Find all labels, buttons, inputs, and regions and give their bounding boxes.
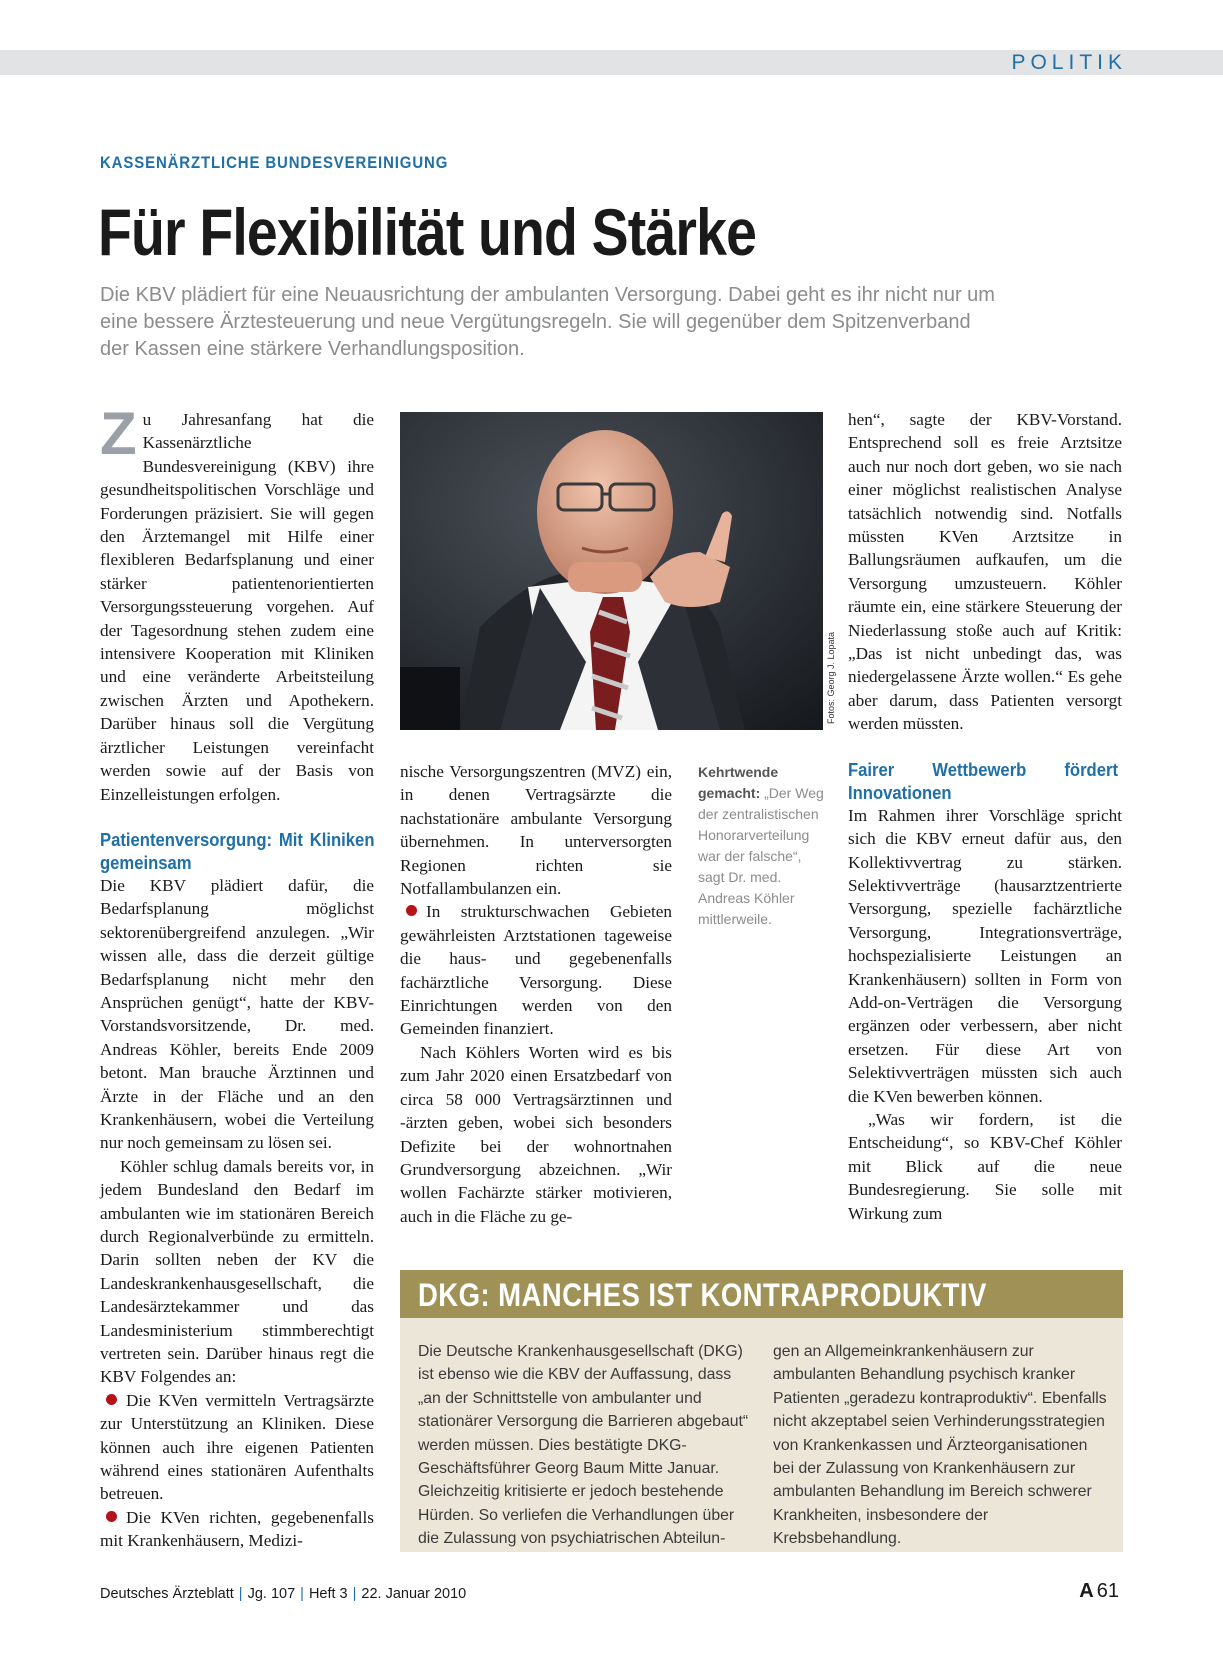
intro-text: u Jahresanfang hat die Kassenärztliche Bundesvereinigung (KBV) ihre gesundheitspolitischen Vorschläge und Forderungen präzisiert. Sie will gegen den Ärztemangel mit Hilfe einer flexibleren Bedarfsplanung und einer stärker patientenorientierten Versorgungssteuerung vorgehen. Auf der Tagesordnung stehen zudem eine intensivere Kooperation mit Kliniken und eine veränderte Arbeitsteilung zwischen Ärzten und Apothekern. Darüber hinaus soll die Vergütung ärztlicher Leistungen vereinfacht werden sowie auf der Basis von Einzelleistungen erfolgen. bbox=[100, 410, 374, 804]
paragraph: hen“, sagte der KBV-Vorstand. Entsprechend soll es freie Arztsitze auch nur noch dort geben, wo sie nach einer möglichst realistischen Analyse tatsächlich notwendig sind. Notfalls müssten KVen Arztsitze in Ballungsräumen aufkaufen, um die Versorgung umzusteuern. Köhler räumte ein, eine stärkere Steuerung der Niederlassung stoße auch auf Kritik: „Das ist nicht unbedingt das, was niedergelassene Ärzte wollen.“ Es gehe aber darum, dass Patienten versorgt werden müssten. bbox=[848, 410, 1122, 734]
page-value: 61 bbox=[1096, 1580, 1119, 1602]
bullet-item bbox=[400, 900, 672, 1040]
speaker-portrait-icon bbox=[400, 412, 823, 730]
dkg-info-box bbox=[400, 1270, 1123, 1552]
box-title: DKG: MANCHES IST KONTRAPRODUKTIV bbox=[418, 1277, 987, 1313]
subhead-wettbewerb: Fairer Wettbewerb fördert Innovationen bbox=[848, 758, 1118, 803]
caption-lead: Kehrtwende gemacht: bbox=[698, 764, 779, 801]
portrait-photo bbox=[400, 412, 823, 730]
journal-volume: Jg. 107 bbox=[247, 1586, 296, 1602]
journal-date: 22. Januar 2010 bbox=[361, 1586, 467, 1602]
dropcap: Z bbox=[100, 400, 137, 467]
article-lead: Die KBV plädiert für eine Neuausrichtung der ambulanten Versorgung. Dabei geht es ihr nicht nur um eine bessere Ärztesteuerung und neue Vergütungsregeln. Sie will gegenüber dem Spitzenverband der Kassen eine stärkere Verhandlungsposition. bbox=[100, 284, 995, 360]
separator: | bbox=[300, 1586, 304, 1602]
bullet-text: Die KVen richten, gegebenenfalls mit Krankenhäusern, Medizi- bbox=[100, 1507, 374, 1551]
box-header bbox=[400, 1270, 1123, 1318]
article-title: Für Flexibilität und Stärke bbox=[98, 195, 757, 269]
paragraph: Köhler schlug damals bereits vor, in jedem Bundesland den Bedarf im ambulanten wie im stationären Bereich durch Regionalverbünde zu ermitteln. Darin sollten neben der KV die Landeskrankenhausgesellschaft, die Landesärztekammer und das Landesministerium stimmberechtigt vertreten sein. Darüber hinaus regt die KBV Folgendes an: bbox=[100, 1156, 374, 1387]
column-3 bbox=[848, 408, 1122, 1225]
footer-citation bbox=[100, 1586, 466, 1602]
photo-credit: Fotos: Georg J. Lopata bbox=[826, 631, 836, 724]
journal-issue: Heft 3 bbox=[308, 1586, 348, 1602]
box-text-right: gen an Allgemeinkrankenhäusern zur ambulanten Behandlung psychisch kranker Patienten „geradezu kontraproduktiv“. Ebenfalls nicht akzeptabel seien Verhinderungsstrategien von Krankenkassen und Ärzteorganisationen bei der Zulassung von Krankenhäusern zur ambulanten Behandlung im Bereich schwerer Krankheiten, insbesondere der Krebsbehandlung. bbox=[773, 1343, 1107, 1548]
caption-text: „Der Weg der zentralistischen Honorarverteilung war der falsche“, sagt Dr. med. Andreas Köhler mittlerweile. bbox=[698, 785, 824, 927]
paragraph-intro bbox=[100, 400, 374, 806]
section-label: POLITIK bbox=[1011, 51, 1127, 74]
page-number bbox=[1079, 1580, 1119, 1603]
bullet-dot-icon bbox=[406, 905, 417, 916]
bullet-item bbox=[100, 1389, 374, 1506]
paragraph: Nach Köhlers Worten wird es bis zum Jahr 2020 einen Ersatzbedarf von circa 58 000 Vertragsärztinnen und -ärzten geben, wobei sich besonders Defizite bei der wohnortnahen Grundversorgung abzeichnen. „Wir wollen Fachärzte stärker motivieren, auch in die Fläche zu ge- bbox=[400, 1042, 672, 1226]
separator: | bbox=[238, 1586, 243, 1602]
page-prefix: A bbox=[1079, 1580, 1094, 1602]
bullet-text: Die KVen vermitteln Vertragsärzte zur Unterstützung an Kliniken. Diese können auch ihre eigenen Patienten während eines stationären Aufenthalts betreuen. bbox=[100, 1390, 374, 1504]
paragraph: Die KBV plädiert dafür, die Bedarfsplanung möglichst sektorenübergreifend anzulegen. „Wir wissen alle, dass die derzeit gültige Bedarfsplanung nicht mehr den Ansprüchen genügt“, hatte der KBV-Vorstandsvorsitzende, Dr. med. Andreas Köhler, bereits Ende 2009 betont. Man brauche Ärztinnen und Ärzte in der Fläche und an den Krankenhäusern, wobei die Verteilung nur noch gemeinsam zu lösen sei. bbox=[100, 875, 374, 1153]
bullet-dot-icon bbox=[106, 1394, 117, 1405]
paragraph: „Was wir fordern, ist die Entscheidung“, so KBV-Chef Köhler mit Blick auf die neue Bundesregierung. Sie solle mit Wirkung zum bbox=[848, 1109, 1122, 1223]
column-1 bbox=[100, 400, 375, 1553]
separator: | bbox=[352, 1586, 357, 1602]
article-kicker: KASSENÄRZTLICHE BUNDESVEREINIGUNG bbox=[100, 153, 449, 172]
bullet-continuation: nische Versorgungszentren (MVZ) ein, in denen Vertragsärzte die nachstationäre ambulante Versorgung übernehmen. In unterversorgten Regionen richten sie Notfallambulanzen ein. bbox=[400, 762, 672, 899]
bullet-dot-icon bbox=[106, 1511, 117, 1522]
column-2 bbox=[400, 760, 672, 1228]
paragraph: Im Rahmen ihrer Vorschläge spricht sich die KBV erneut dafür aus, den Kollektivvertrag zu stärken. Selektivverträge (hausarztzentrierte Versorgung, spezielle fachärztliche Versorgung, Integrationsverträge, hochspezialisierte Leistungen an Krankenhäusern) sollten in Form von Add-on-Verträgen die Versorgung ergänzen oder verbessern, aber nicht ersetzen. Für diese Art von Selektivverträgen müssten sich auch die KVen bewerben können. bbox=[848, 805, 1122, 1106]
photo-caption bbox=[698, 762, 826, 930]
bullet-item bbox=[100, 1506, 374, 1553]
journal-name: Deutsches Ärzteblatt bbox=[100, 1586, 234, 1602]
subhead-patientenversorgung: Patientenversorgung: Mit Kliniken gemeinsam bbox=[100, 828, 375, 873]
box-text-left: Die Deutsche Krankenhausgesellschaft (DKG) ist ebenso wie die KBV der Auffassung, dass „an der Schnittstelle von ambulanter und stationärer Versorgung die Barrieren abgebaut“ werden müssen. Dies bestätigte DKG-Geschäftsführer Georg Baum Mitte Januar. Gleichzeitig kritisierte er jedoch bestehende Hürden. So verliefen die Verhandlungen über die Zulassung von psychiatrischen Abteilun- bbox=[418, 1343, 749, 1548]
bullet-text: In strukturschwachen Gebieten gewährleisten Arztstationen tageweise die haus- und gegebenenfalls fachärztliche Versorgung. Diese Einrichtungen werden von den Gemeinden finanziert. bbox=[400, 902, 672, 1039]
